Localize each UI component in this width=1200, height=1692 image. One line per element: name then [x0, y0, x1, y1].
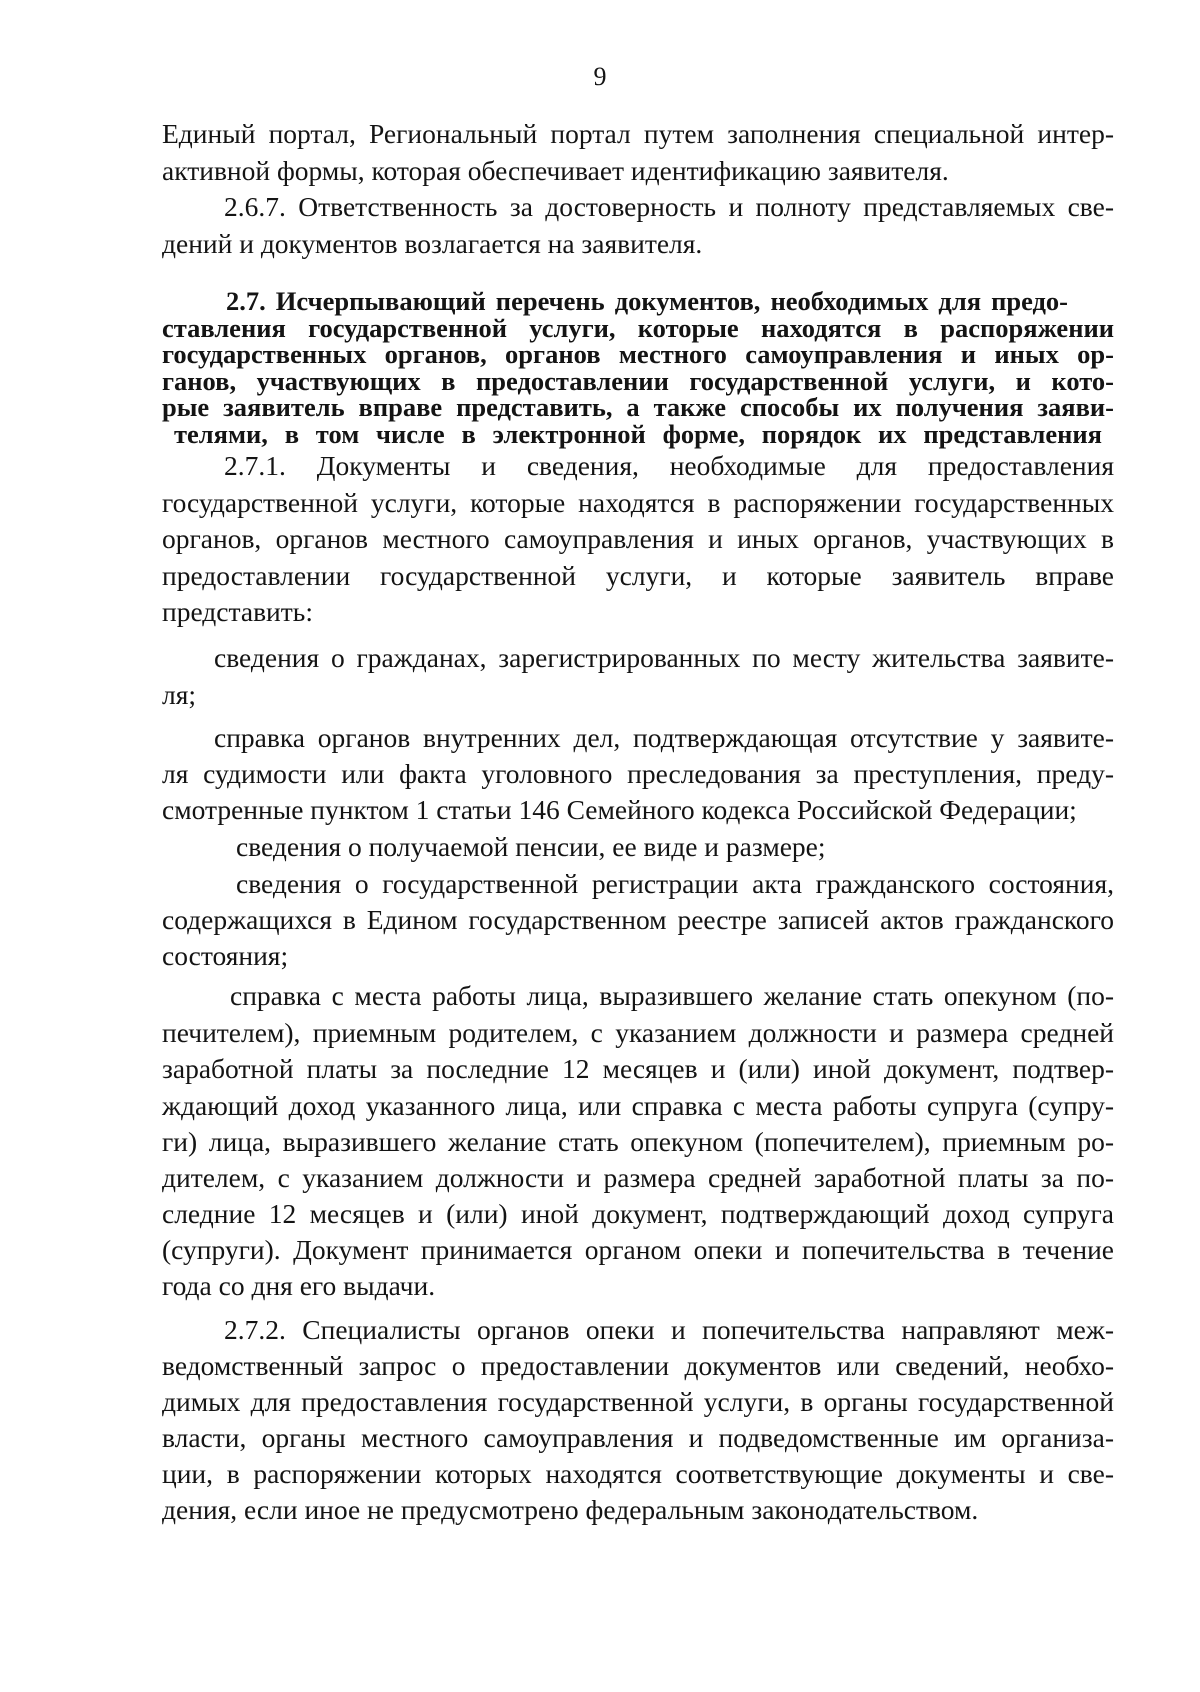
text-line: печителем), приемным родителем, с указанием должности и размера средней [162, 1017, 1114, 1048]
text-line: государственной услуги, которые находятся в распоряжении государственных [162, 487, 1114, 518]
text-line: Единый портал, Региональный портал путем заполнения специальной интер- [162, 118, 1114, 149]
text-line: предоставлении государственной услуги, и которые заявитель вправе [162, 560, 1114, 591]
heading-line: рые заявитель вправе представить, а также способы их получения заяви- [162, 392, 1114, 422]
text-line: заработной платы за последние 12 месяцев и (или) иной документ, подтвер- [162, 1053, 1114, 1084]
text-line: ведомственный запрос о предоставлении документов или сведений, необхо- [162, 1350, 1114, 1381]
text-line: ции, в распоряжении которых находятся соответствующие документы и све- [162, 1458, 1114, 1489]
text-line: сведения о государственной регистрации акта гражданского состояния, [236, 868, 1114, 899]
text-line: (супруги). Документ принимается органом опеки и попечительства в течение [162, 1234, 1114, 1265]
text-line: 2.7.2. Специалисты органов опеки и попечительства направляют меж- [224, 1314, 1114, 1345]
text-line: справка органов внутренних дел, подтверждающая отсутствие у заявите- [214, 722, 1114, 753]
text-line: смотренные пунктом 1 статьи 146 Семейного кодекса Российской Федерации; [162, 794, 1077, 825]
text-line: органов, органов местного самоуправления и иных органов, участвующих в [162, 523, 1114, 554]
heading-line: 2.7. Исчерпывающий перечень документов, необходимых для предо- [226, 286, 1068, 316]
text-line: 2.6.7. Ответственность за достоверность и полноту представляемых све- [224, 191, 1114, 222]
text-line: сведения о получаемой пенсии, ее виде и размере; [236, 831, 826, 862]
text-line: следние 12 месяцев и (или) иной документ, подтверждающий доход супруга [162, 1198, 1114, 1229]
text-line: 2.7.1. Документы и сведения, необходимые для предоставления [224, 450, 1114, 481]
page-number: 9 [593, 62, 607, 91]
text-line: представить: [162, 596, 313, 627]
text-line: сведения о гражданах, зарегистрированных по месту жительства заявите- [214, 642, 1114, 673]
text-line: власти, органы местного самоуправления и подведомственные им организа- [162, 1422, 1114, 1453]
heading-line: ганов, участвующих в предоставлении государственной услуги, и кото- [162, 365, 1114, 396]
section-heading-2-7 [162, 288, 1114, 447]
text-line: состояния; [162, 940, 289, 971]
text-line: дителем, с указанием должности и размера средней заработной платы за по- [162, 1162, 1114, 1193]
text-line: года со дня его выдачи. [162, 1270, 436, 1301]
heading-line: телями, в том числе в электронной форме, порядок их представления [174, 418, 1102, 449]
text-line: содержащихся в Едином государственном реестре записей актов гражданского [162, 904, 1114, 935]
text-line: ля судимости или факта уголовного преследования за преступления, преду- [162, 758, 1114, 789]
heading-line: государственных органов, органов местного самоуправления и иных ор- [162, 339, 1114, 369]
text-line: дений и документов возлагается на заявителя. [162, 228, 703, 259]
text-line: ги) лица, выразившего желание стать опекуном (попечителем), приемным ро- [162, 1126, 1114, 1157]
text-line: дения, если иное не предусмотрено федеральным законодательством. [162, 1494, 979, 1525]
heading-line: ставления государственной услуги, которые находятся в распоряжении [162, 312, 1114, 343]
text-line: справка с места работы лица, выразившего желание стать опекуном (по- [230, 980, 1114, 1011]
text-line: ля; [162, 679, 197, 710]
text-line: активной формы, которая обеспечивает идентификацию заявителя. [162, 155, 949, 186]
text-line: ждающий доход указанного лица, или справка с места работы супруга (супру- [162, 1090, 1114, 1121]
text-line: димых для предоставления государственной услуги, в органы государственной [162, 1386, 1114, 1417]
